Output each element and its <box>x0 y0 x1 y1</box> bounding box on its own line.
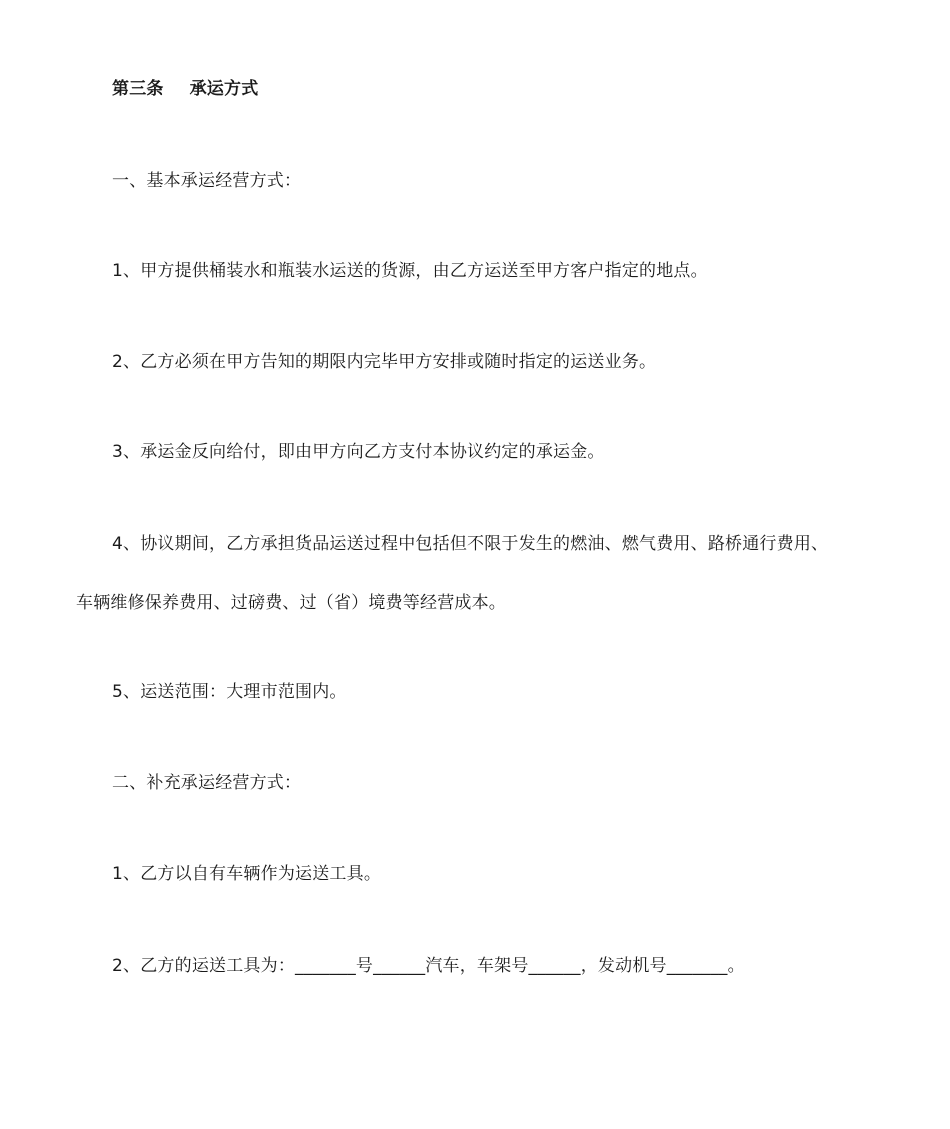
clause-4-line-1: 4、协议期间，乙方承担货品运送过程中包括但不限于发生的燃油、燃气费用、路桥通行费用、 <box>112 534 829 554</box>
article-number: 第三条 <box>112 79 164 99</box>
supplementary-clause-2: 2、乙方的运送工具为：_______号______汽车，车架号______，发动机号_______。 <box>112 956 745 976</box>
section-heading-basic: 一、基本承运经营方式： <box>112 171 302 191</box>
clause-4-line-2: 车辆维修保养费用、过磅费、过（省）境费等经营成本。 <box>76 593 506 613</box>
article-heading <box>112 77 912 101</box>
article-title: 承运方式 <box>189 79 259 99</box>
clause-2: 2、乙方必须在甲方告知的期限内完毕甲方安排或随时指定的运送业务。 <box>112 352 657 372</box>
clause-5: 5、运送范围：大理市范围内。 <box>112 682 347 702</box>
clause-1: 1、甲方提供桶装水和瓶装水运送的货源，由乙方运送至甲方客户指定的地点。 <box>112 261 708 281</box>
section-heading-supplementary: 二、补充承运经营方式： <box>112 773 302 793</box>
supplementary-clause-1: 1、乙方以自有车辆作为运送工具。 <box>112 864 382 884</box>
clause-3: 3、承运金反向给付，即由甲方向乙方支付本协议约定的承运金。 <box>112 442 605 462</box>
